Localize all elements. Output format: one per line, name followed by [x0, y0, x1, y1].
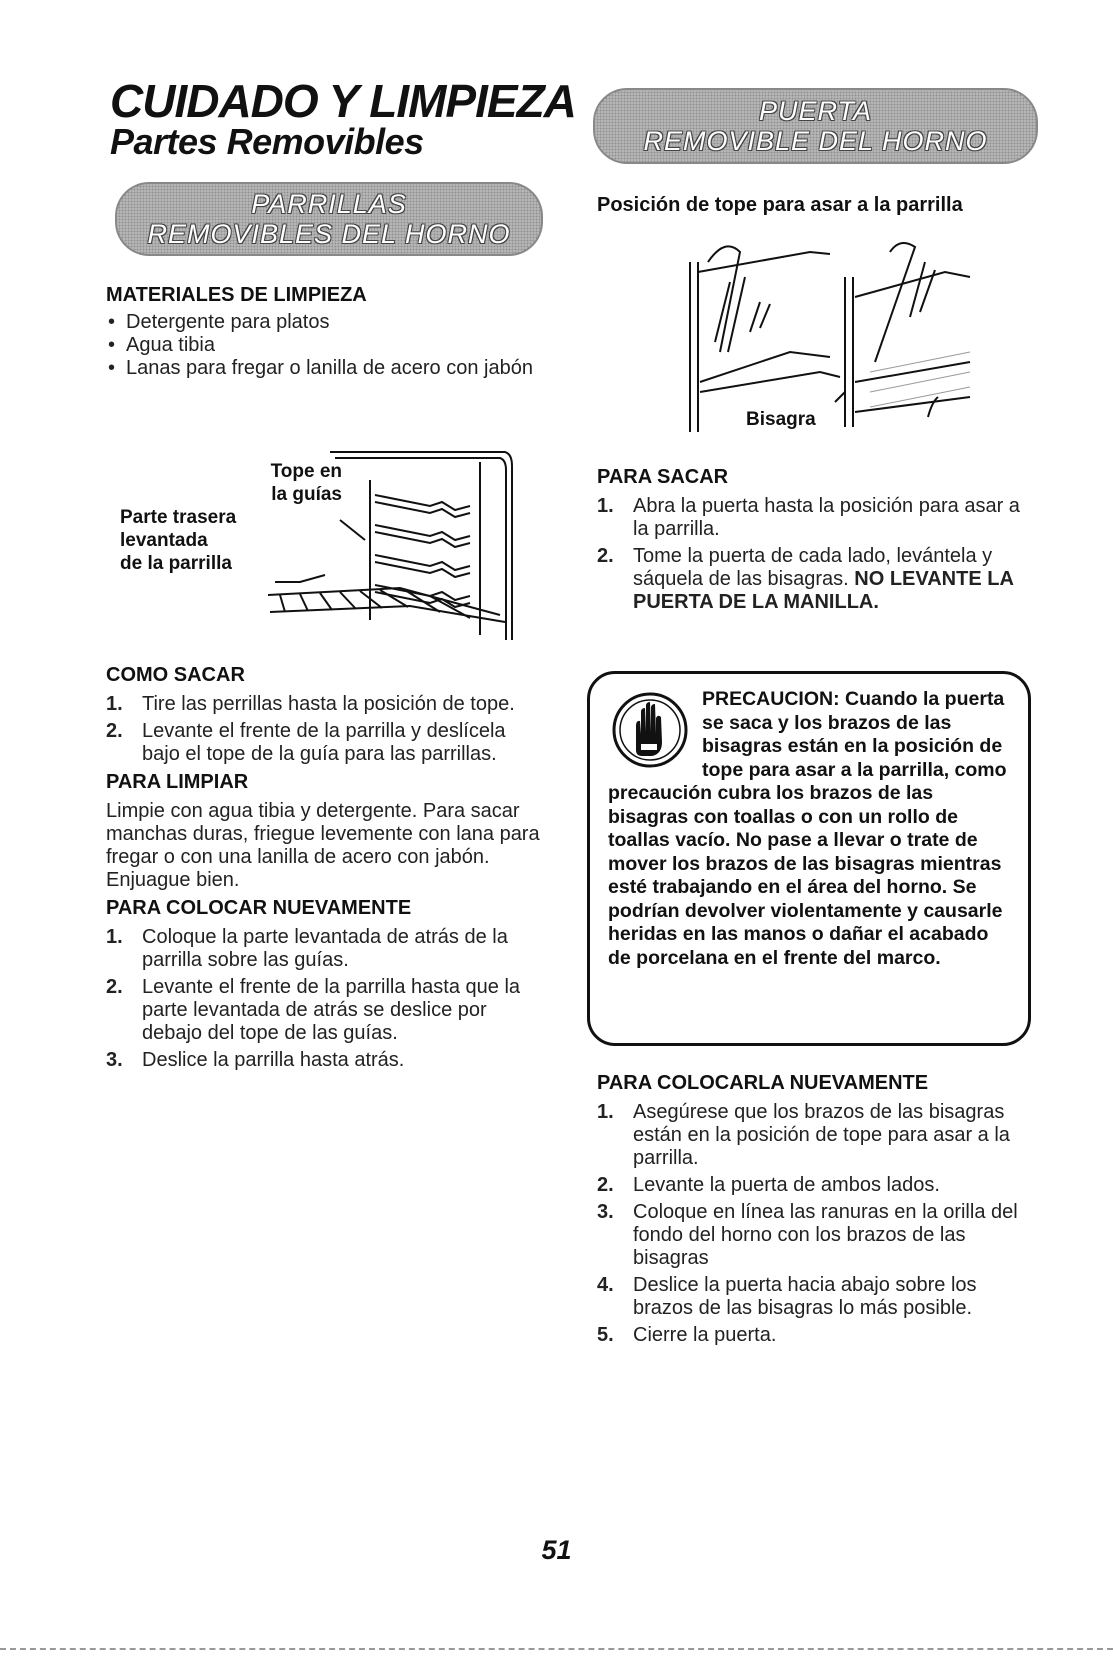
- replace-racks-steps: [106, 926, 546, 1072]
- list-item: 1. Coloque la parte levantada de atrás de la parrilla sobre las guías.: [106, 926, 508, 971]
- racks-banner-line1: PARRILLAS: [251, 189, 407, 219]
- replace-door-steps: [597, 1101, 1037, 1347]
- list-item: 3. Deslice la parrilla hasta atrás.: [106, 1049, 405, 1071]
- hinge-label: Bisagra: [746, 409, 816, 430]
- rack-stop-label-line2: la guías: [271, 484, 342, 505]
- remove-racks-heading: COMO SACAR: [106, 664, 245, 686]
- replace-door-section: [597, 1071, 1037, 1351]
- rack-rear-label-line2: levantada: [120, 530, 208, 551]
- remove-door-section: [597, 465, 1037, 618]
- materials-list: [106, 311, 546, 380]
- door-handle-warning: NO LEVANTE LA PUERTA DE LA MANILLA.: [633, 568, 1014, 613]
- materials-section: [106, 283, 546, 380]
- list-item: 2. Tome la puerta de cada lado, levántela y sáquela de las bisagras. NO LEVANTE LA PUERTA DE LA MANILLA.: [597, 545, 1014, 613]
- list-item: • Agua tibia: [106, 334, 546, 357]
- list-item: 1. Tire las perrillas hasta la posición de tope.: [106, 693, 515, 715]
- caution-box: [587, 671, 1031, 1046]
- caution-body: Cuando la puerta se saca y los brazos de las bisagras están en la posición de tope para asar a la parrilla, como precaución cubra los brazos de las bisagras con toallas o con un rollo de toallas vacío. No pase a llevar o trate de mover los brazos de las bisagras mientras esté trabajando en el área del horno. Se podrían devolver violentamente y causarle heridas en las manos o dañar el acabado de porcelana en el frente del marco.: [608, 688, 1007, 969]
- list-item: 2. Levante la puerta de ambos lados.: [597, 1174, 940, 1196]
- list-item: 5. Cierre la puerta.: [597, 1324, 777, 1346]
- door-hinge-illustration: [670, 232, 990, 437]
- clean-text: Limpie con agua tibia y detergente. Para sacar manchas duras, friegue levemente con lana para fregar o con una lanilla de acero con jabón. Enjuague bien.: [106, 800, 540, 891]
- list-item: 3. Coloque en línea las ranuras en la orilla del fondo del horno con los brazos de las bisagras: [597, 1201, 1018, 1269]
- racks-banner: [115, 182, 543, 256]
- list-item: 1. Asegúrese que los brazos de las bisagras están en la posición de tope para asar a la parrilla.: [597, 1101, 1010, 1169]
- list-item: 1. Abra la puerta hasta la posición para asar a la parrilla.: [597, 495, 1020, 540]
- door-diagram-caption: Posición de tope para asar a la parrilla: [597, 194, 963, 216]
- rack-diagram: [120, 440, 540, 650]
- list-item: 4. Deslice la puerta hacia abajo sobre los brazos de las bisagras lo más posible.: [597, 1274, 977, 1319]
- rack-stop-label-line1: Tope en: [270, 461, 342, 482]
- list-item: • Lanas para fregar o lanilla de acero con jabón: [106, 357, 546, 380]
- list-item: 2. Levante el frente de la parrilla y deslícela bajo el tope de la guía para las parrillas.: [106, 720, 506, 765]
- replace-racks-heading: PARA COLOCAR NUEVAMENTE: [106, 897, 412, 919]
- page-number: 51: [541, 1535, 572, 1565]
- racks-banner-line2: REMOVIBLES DEL HORNO: [147, 219, 511, 249]
- rack-stop-label: [242, 460, 342, 506]
- remove-racks-steps: [106, 693, 546, 766]
- door-banner-line1: PUERTA: [758, 96, 873, 126]
- door-banner: [593, 88, 1038, 164]
- page-title: CUIDADO Y LIMPIEZA: [110, 75, 576, 127]
- list-item: 2. Levante el frente de la parrilla hasta que la parte levantada de atrás se deslice por debajo del tope de las guías.: [106, 976, 521, 1044]
- caution-hand-icon: [608, 690, 696, 772]
- page-bottom-rule: [0, 1648, 1113, 1650]
- page-subtitle: Partes Removibles: [110, 121, 424, 162]
- rack-rear-label-line3: de la parrilla: [120, 553, 232, 574]
- list-item: • Detergente para platos: [106, 311, 546, 334]
- door-diagram: [670, 232, 990, 437]
- clean-heading: PARA LIMPIAR: [106, 771, 249, 793]
- door-banner-line2: REMOVIBLE DEL HORNO: [643, 126, 988, 156]
- remove-door-heading: PARA SACAR: [597, 466, 729, 488]
- rack-rear-label-line1: Parte trasera: [120, 507, 237, 528]
- caution-lead: PRECAUCION:: [702, 688, 840, 710]
- remove-racks-section: [106, 663, 546, 1076]
- materials-heading: MATERIALES DE LIMPIEZA: [106, 284, 367, 306]
- remove-door-steps: [597, 495, 1037, 614]
- replace-door-heading: PARA COLOCARLA NUEVAMENTE: [597, 1072, 929, 1094]
- rack-rear-label: [120, 506, 236, 575]
